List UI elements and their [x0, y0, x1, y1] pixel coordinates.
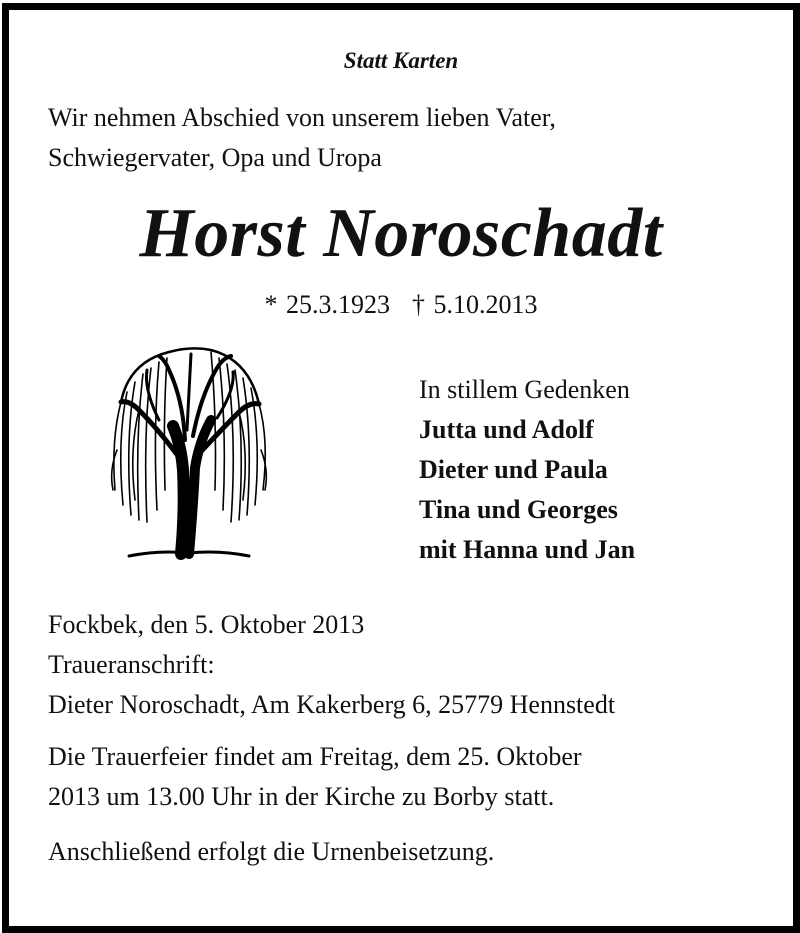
service-line: 2013 um 13.00 Uhr in der Kirche zu Borby statt. — [48, 782, 555, 811]
obituary-frame — [2, 3, 800, 933]
mourner-family: mit Hanna und Jan — [419, 535, 636, 564]
service-line: Die Trauerfeier findet am Freitag, dem 25. Oktober — [48, 742, 582, 771]
mourners-list — [419, 370, 635, 570]
death-date: † 5.10.2013 — [412, 290, 538, 319]
address-label: Traueranschrift: — [48, 650, 215, 679]
place-and-address — [48, 605, 745, 725]
intro-line: Schwiegervater, Opa und Uropa — [48, 143, 382, 172]
birth-date: * 25.3.1923 — [264, 290, 390, 319]
intro-text — [48, 98, 745, 178]
deceased-name: Horst Noroschadt — [139, 195, 663, 272]
urn-burial-text: Anschließend erfolgt die Urnenbeisetzung. — [48, 837, 495, 866]
weeping-willow-icon — [99, 340, 279, 562]
mourner-family: Jutta und Adolf — [419, 415, 594, 444]
notice-header: Statt Karten — [343, 48, 459, 73]
mourner-family: Dieter und Paula — [419, 455, 608, 484]
intro-line: Wir nehmen Abschied von unserem lieben Vater, — [48, 103, 556, 132]
place-date: Fockbek, den 5. Oktober 2013 — [48, 610, 365, 639]
funeral-service-text — [48, 737, 745, 817]
mourners-lead: In stillem Gedenken — [419, 375, 630, 404]
mourner-family: Tina und Georges — [419, 495, 618, 524]
life-dates — [9, 290, 793, 320]
mourning-address: Dieter Noroschadt, Am Kakerberg 6, 25779 Hennstedt — [48, 690, 616, 719]
